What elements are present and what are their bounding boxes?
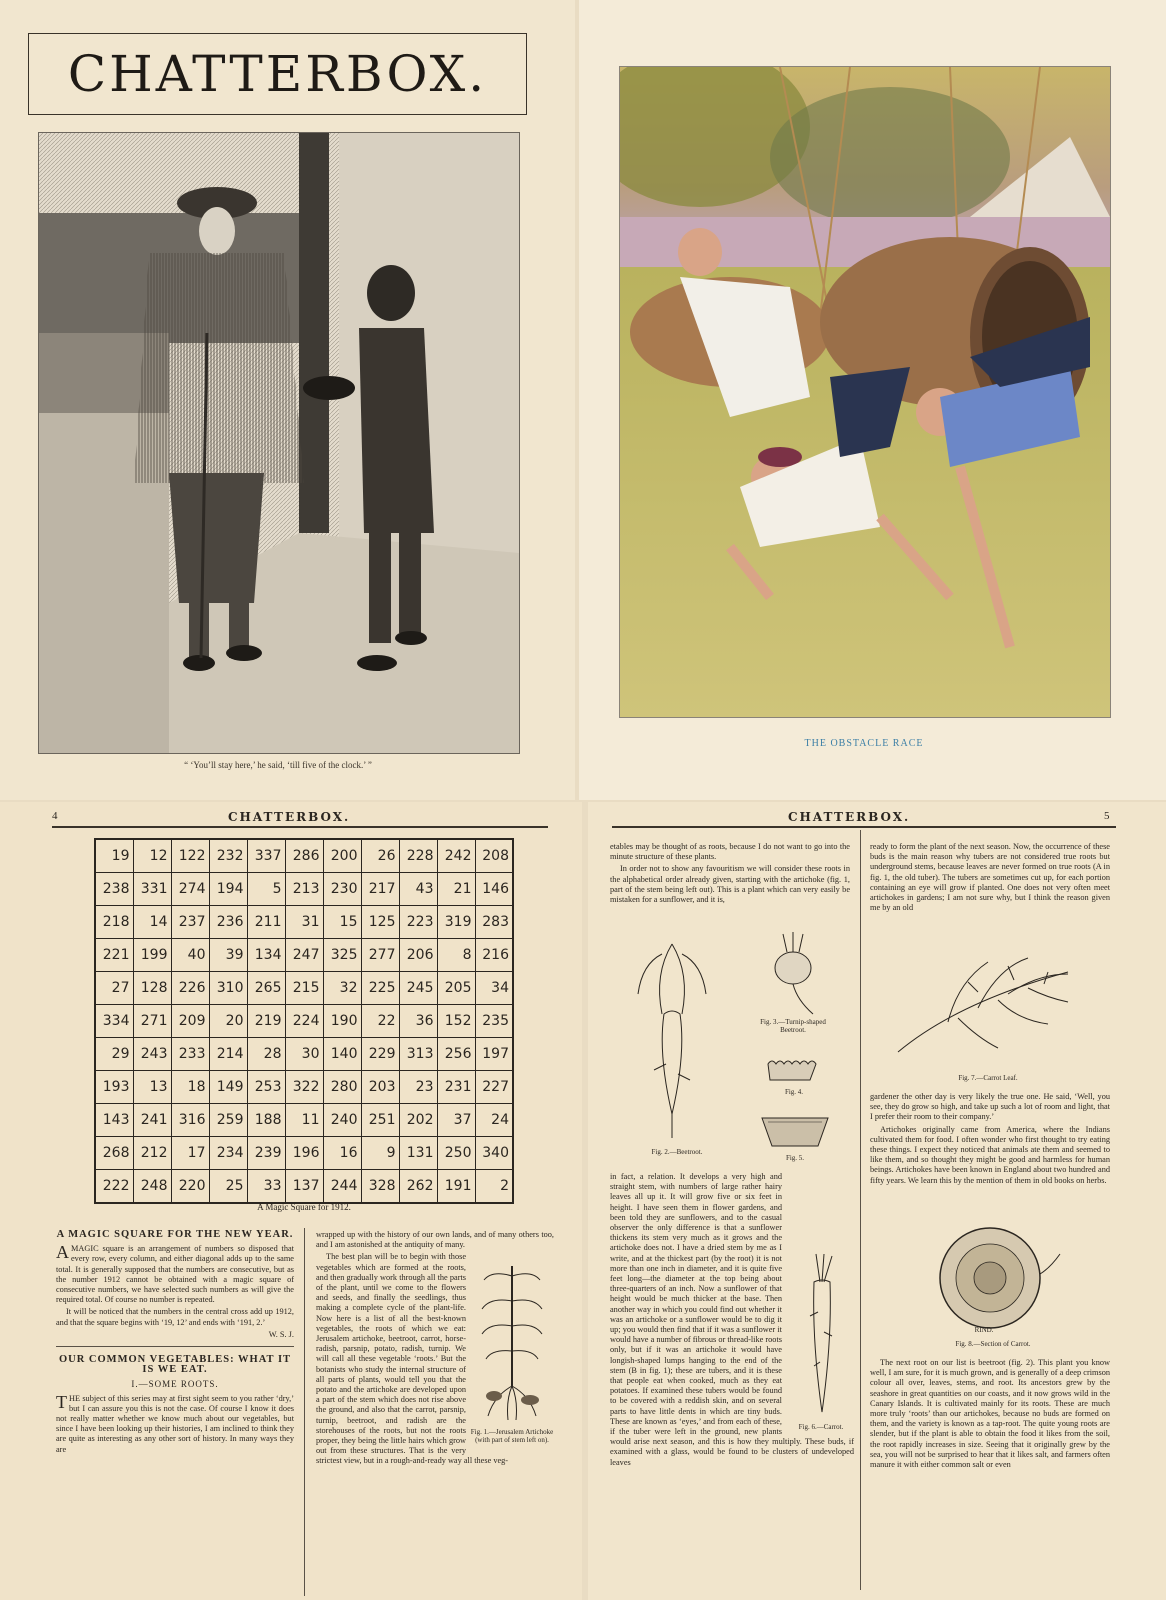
magic-square-row bbox=[95, 1005, 513, 1038]
magic-square-cell: 30 bbox=[285, 1038, 323, 1071]
magic-square-cell: 193 bbox=[95, 1071, 133, 1104]
magic-square-cell: 230 bbox=[323, 873, 361, 906]
magic-square-cell: 248 bbox=[133, 1170, 171, 1204]
paragraph: The best plan will be to begin with those vegetables which are formed at the roots, and then gradually work through all the parts of the plant, until we come to the flowers and seeds, and finally the seedlings, thus making a complete cycle of the plant-life. Now here is a list of all the best-known vegetables, the roots of which we eat: Jerusalem artichoke, beetroot, carrot, horse-radish, parsnip, potato, radish, turnip. We will call all these vegetable ‘roots.’ But the botanists who study the internal structure of all parts of plants, would tell you that the potato and the artichoke are developed upon a part of the stem which does not rise above the ground, and also that the carrot, parsnip, turnip, beetroot, and radish are the storehouses of the roots, but not the roots proper, they being the little hairs which grow out from these structures. That is the very strictest view, but in a rough-and-ready way all these veg- bbox=[316, 1252, 509, 1466]
magic-square-cell: 20 bbox=[209, 1005, 247, 1038]
magic-square-cell: 43 bbox=[399, 873, 437, 906]
magic-square-cell: 21 bbox=[437, 873, 475, 906]
beet-section-drawing bbox=[760, 1114, 830, 1150]
magic-square-cell: 228 bbox=[399, 839, 437, 873]
obstacle-race-illustration bbox=[619, 66, 1111, 718]
magic-square-cell: 250 bbox=[437, 1137, 475, 1170]
magic-square-cell: 208 bbox=[475, 839, 513, 873]
head-rule bbox=[52, 826, 548, 828]
magic-square-cell: 36 bbox=[399, 1005, 437, 1038]
magic-square-cell: 14 bbox=[133, 906, 171, 939]
magic-square-cell: 31 bbox=[285, 906, 323, 939]
column-right-mid bbox=[870, 1092, 1110, 1188]
page-3 bbox=[0, 802, 582, 1600]
magic-square-cell: 235 bbox=[475, 1005, 513, 1038]
magic-square-cell: 18 bbox=[171, 1071, 209, 1104]
magic-square-cell: 214 bbox=[209, 1038, 247, 1071]
column-left bbox=[56, 1230, 294, 1457]
magic-square-cell: 8 bbox=[437, 939, 475, 972]
magic-square-row bbox=[95, 906, 513, 939]
magic-square-cell: 241 bbox=[133, 1104, 171, 1137]
engraving-illustration bbox=[38, 132, 520, 754]
magic-square-cell: 24 bbox=[475, 1104, 513, 1137]
column-right-top bbox=[870, 842, 1110, 915]
magic-square-cell: 271 bbox=[133, 1005, 171, 1038]
magic-square-cell: 220 bbox=[171, 1170, 209, 1204]
paragraph: Artichokes originally came from America, where the Indians cultivated them for food. I often wonder who first thought to try eating these things. I expect they noticed that animals ate them and seemed to like them, and so thought they might be good and harmless for human beings. Artichokes have been known in England about two hundred and fifty years. We learn this by the mention of them in old books on herbs. bbox=[870, 1124, 1110, 1185]
magic-square-cell: 13 bbox=[133, 1071, 171, 1104]
magic-square-cell: 286 bbox=[285, 839, 323, 873]
magic-square-cell: 9 bbox=[361, 1137, 399, 1170]
magic-square-cell: 23 bbox=[399, 1071, 437, 1104]
head-rule bbox=[612, 826, 1116, 828]
magic-square-grid bbox=[94, 838, 514, 1204]
magic-square-cell: 199 bbox=[133, 939, 171, 972]
magic-square-cell: 243 bbox=[133, 1038, 171, 1071]
magic-square-cell: 27 bbox=[95, 972, 133, 1005]
masthead-title: CHATTERBOX. bbox=[67, 45, 488, 103]
paragraph: MAGIC square is an arrangement of numbers so disposed that every row, every column, and either diagonal adds up to the same total. It is generally supposed that the numbers are consecutive, but as the number 1912 cannot be obtained with a magic square of consecutive numbers, we have selected such numbers as will give the required total. Of course no number is repeated. bbox=[56, 1244, 294, 1305]
figure-6 bbox=[788, 1252, 854, 1432]
magic-square-cell: 140 bbox=[323, 1038, 361, 1071]
magic-square-cell: 194 bbox=[209, 873, 247, 906]
column-divider bbox=[860, 830, 861, 1590]
magic-square-cell: 313 bbox=[399, 1038, 437, 1071]
magic-square-cell: 229 bbox=[361, 1038, 399, 1071]
column-divider bbox=[304, 1228, 305, 1596]
magic-square-cell: 205 bbox=[437, 972, 475, 1005]
paragraph: It will be noticed that the numbers in the central cross add up 1912, and that the square begins with ‘19, 12’ and ends with ‘191, 2.’ bbox=[56, 1307, 294, 1327]
magic-square-cell: 190 bbox=[323, 1005, 361, 1038]
magic-square-cell: 222 bbox=[95, 1170, 133, 1204]
magic-square-cell: 221 bbox=[95, 939, 133, 972]
magic-square-cell: 242 bbox=[437, 839, 475, 873]
magic-square-cell: 39 bbox=[209, 939, 247, 972]
magic-square-cell: 262 bbox=[399, 1170, 437, 1204]
magic-square-cell: 240 bbox=[323, 1104, 361, 1137]
magic-square-cell: 2 bbox=[475, 1170, 513, 1204]
magic-square-cell: 34 bbox=[475, 972, 513, 1005]
paragraph: gardener the other day is very likely the true one. He said, ‘Well, you see, they do grow so high, and take up such a lot of room and light, that I prefer their room to their company.’ bbox=[870, 1092, 1110, 1122]
paragraph: The next root on our list is beetroot (fig. 2). This plant you know well, I am sure, for it is much grown, and is generally of a deep crimson colour all over, leaves, stems, and root. Its ancestors grew by the seashore in great quantities on our coasts, and it now grows wild in the Canary Islands. It is cultivated mainly for its roots. These are much more truly ‘roots’ than our artichokes, because no buds are formed on them, and the variety is known as a tap-root. The quite young roots are slender, but if the plant is able to obtain the food it likes from the soil, the root rapidly increases in size. Seeing that it originally grew by the sea, you will not be surprised to hear that it likes salt, and farmers often manure it with either common salt or even bbox=[870, 1358, 1110, 1470]
magic-square-cell: 146 bbox=[475, 873, 513, 906]
magic-square-cell: 253 bbox=[247, 1071, 285, 1104]
magic-square-cell: 265 bbox=[247, 972, 285, 1005]
magic-square-cell: 19 bbox=[95, 839, 133, 873]
magic-square-cell: 203 bbox=[361, 1071, 399, 1104]
magic-square-row bbox=[95, 873, 513, 906]
magic-square-row bbox=[95, 972, 513, 1005]
magic-square-cell: 331 bbox=[133, 873, 171, 906]
magic-square-cell: 128 bbox=[133, 972, 171, 1005]
magic-square-cell: 197 bbox=[475, 1038, 513, 1071]
artichoke-drawing bbox=[470, 1256, 554, 1424]
article-subtitle: I.—SOME ROOTS. bbox=[131, 1379, 219, 1390]
magic-square-cell: 283 bbox=[475, 906, 513, 939]
magic-square-cell: 11 bbox=[285, 1104, 323, 1137]
magic-square-cell: 238 bbox=[95, 873, 133, 906]
magic-square-cell: 231 bbox=[437, 1071, 475, 1104]
magic-square-cell: 217 bbox=[361, 873, 399, 906]
magic-square-cell: 280 bbox=[323, 1071, 361, 1104]
figure-6-caption: Fig. 6.—Carrot. bbox=[798, 1423, 844, 1432]
magic-square-cell: 188 bbox=[247, 1104, 285, 1137]
magic-square-cell: 125 bbox=[361, 906, 399, 939]
magic-square-cell: 26 bbox=[361, 839, 399, 873]
running-head: CHATTERBOX. bbox=[228, 810, 351, 824]
magic-square-cell: 310 bbox=[209, 972, 247, 1005]
paragraph: in fact, a relation. It develops a very high and straight stem, with numbers of large rather hairy leaves all up it. It will grow five or six feet in height. I have seen them in flower gardens, and been told they are sunflowers, and to the casual observer the only difference is that a sunflower thickens its stem very much as it grows and the artichoke does not. I have a dried stem by me as I write, and at the thickest part (by the root) it is not more than one inch in diameter, and it is quite five feet long—the diameter at the top being about three-quarters of an inch. Now a sunflower of that height would be much thicker at the base. Then another way in which you could find out whether it was an artichoke or a sunflower would be to dig it up; you would then find that if it was a sunflower it would have a number of fibrous or thread-like roots only, but if it was an artichoke it would have longish-shaped lumps hanging to the end of the stem (B in fig. 1); these are tubers, and it is these that people eat when cooked, much as they eat potatoes. If examined these tubers would be found to be covered with a reddish skin, and on several parts to have little dents in which are tiny buds. These are known as ‘eyes,’ and from each of these, if the tuber were left in the ground, new plants would arise next season, and this is how they multiply. These buds, if examined with a glass, would be found to be clusters of undeveloped leaves bbox=[610, 1172, 854, 1467]
dropcap: T bbox=[56, 1391, 67, 1412]
magic-square-cell: 143 bbox=[95, 1104, 133, 1137]
magic-square-cell: 202 bbox=[399, 1104, 437, 1137]
magic-square-cell: 37 bbox=[437, 1104, 475, 1137]
magic-square-row bbox=[95, 939, 513, 972]
paragraph: HE subject of this series may at first sight seem to you rather ‘dry,’ but I can assure you this is not the case. Of course I know it does not really matter whether we know much about our vegetables, but since I have been looking up their histories, I am inclined to think they are quite as interesting as any other sort of history. In many ways they are bbox=[56, 1393, 294, 1454]
column-right bbox=[316, 1230, 554, 1469]
running-head: CHATTERBOX. bbox=[788, 810, 911, 824]
page-1 bbox=[0, 0, 575, 800]
magic-square-cell: 244 bbox=[323, 1170, 361, 1204]
page-2 bbox=[579, 0, 1166, 800]
magic-square-cell: 22 bbox=[361, 1005, 399, 1038]
magic-square-row bbox=[95, 1071, 513, 1104]
magic-square-cell: 334 bbox=[95, 1005, 133, 1038]
magic-square-cell: 196 bbox=[285, 1137, 323, 1170]
magic-square-row bbox=[95, 1137, 513, 1170]
magic-square-cell: 234 bbox=[209, 1137, 247, 1170]
figure-1-caption: Fig. 1.—Jerusalem Artichoke (with part of stem left on). bbox=[470, 1427, 554, 1444]
magic-square-cell: 225 bbox=[361, 972, 399, 1005]
magic-square-cell: 247 bbox=[285, 939, 323, 972]
magic-square-cell: 213 bbox=[285, 873, 323, 906]
magic-square-cell: 17 bbox=[171, 1137, 209, 1170]
magic-square-cell: 219 bbox=[247, 1005, 285, 1038]
magic-square-cell: 209 bbox=[171, 1005, 209, 1038]
figure-5-caption: Fig. 5. bbox=[785, 1154, 805, 1162]
magic-square-cell: 206 bbox=[399, 939, 437, 972]
magic-square-cell: 152 bbox=[437, 1005, 475, 1038]
magic-square-cell: 15 bbox=[323, 906, 361, 939]
figure-2-caption: Fig. 2.—Beetroot. bbox=[651, 1148, 703, 1156]
dropcap: A bbox=[56, 1242, 69, 1263]
magic-square-row bbox=[95, 1038, 513, 1071]
figure-3-caption: Fig. 3.—Turnip-shaped Beetroot. bbox=[760, 1018, 826, 1034]
paragraph: etables may be thought of as roots, because I do not want to go into the minute structure of these plants. bbox=[610, 842, 850, 862]
magic-square-cell: 149 bbox=[209, 1071, 247, 1104]
magic-square-cell: 212 bbox=[133, 1137, 171, 1170]
carrot-leaf-drawing bbox=[888, 942, 1088, 1062]
carrot-drawing bbox=[788, 1252, 854, 1420]
magic-square-cell: 245 bbox=[399, 972, 437, 1005]
plate-caption: THE OBSTACLE RACE bbox=[804, 738, 924, 749]
figure-8-caption: Fig. 8.—Section of Carrot. bbox=[955, 1340, 1031, 1348]
column-right-bottom bbox=[870, 1358, 1110, 1472]
magic-square-cell: 316 bbox=[171, 1104, 209, 1137]
magic-square-cell: 5 bbox=[247, 873, 285, 906]
magic-square-cell: 227 bbox=[475, 1071, 513, 1104]
magic-square-cell: 40 bbox=[171, 939, 209, 972]
page-number: 5 bbox=[1104, 810, 1110, 822]
engraving-caption: “ ‘You’ll stay here,’ he said, ‘till five of the clock.’ ” bbox=[184, 760, 372, 770]
magic-square-cell: 233 bbox=[171, 1038, 209, 1071]
magic-square-cell: 236 bbox=[209, 906, 247, 939]
magic-square-cell: 223 bbox=[399, 906, 437, 939]
figure-7-caption: Fig. 7.—Carrot Leaf. bbox=[958, 1074, 1018, 1082]
magic-square-cell: 137 bbox=[285, 1170, 323, 1204]
magic-square-cell: 325 bbox=[323, 939, 361, 972]
magic-square-cell: 340 bbox=[475, 1137, 513, 1170]
figure-1 bbox=[470, 1256, 554, 1446]
beetroot-drawing bbox=[632, 934, 712, 1144]
magic-square-cell: 277 bbox=[361, 939, 399, 972]
magic-square-cell: 274 bbox=[171, 873, 209, 906]
magic-square-cell: 200 bbox=[323, 839, 361, 873]
magic-square-cell: 191 bbox=[437, 1170, 475, 1204]
signature: W. S. J. bbox=[268, 1329, 294, 1339]
magic-square-cell: 251 bbox=[361, 1104, 399, 1137]
magic-square-row bbox=[95, 1170, 513, 1204]
magic-square-caption: A Magic Square for 1912. bbox=[257, 1202, 351, 1212]
magic-square-cell: 16 bbox=[323, 1137, 361, 1170]
magic-square-cell: 226 bbox=[171, 972, 209, 1005]
magic-square-row bbox=[95, 839, 513, 873]
magic-square-cell: 29 bbox=[95, 1038, 133, 1071]
article-title-magic-square: A MAGIC SQUARE FOR THE NEW YEAR. bbox=[56, 1229, 294, 1240]
magic-square-cell: 224 bbox=[285, 1005, 323, 1038]
masthead-box bbox=[28, 33, 527, 115]
magic-square-cell: 216 bbox=[475, 939, 513, 972]
article-title-vegetables: OUR COMMON VEGETABLES: WHAT IT IS WE EAT. bbox=[58, 1354, 292, 1376]
turnip-beetroot-drawing bbox=[758, 930, 828, 1020]
magic-square-cell: 134 bbox=[247, 939, 285, 972]
magic-square-cell: 32 bbox=[323, 972, 361, 1005]
magic-square-cell: 122 bbox=[171, 839, 209, 873]
paragraph: In order not to show any favouritism we will consider these roots in the alphabetical order already given, starting with the artichoke (fig. 1, part of the stem being left out). This is a plant which can very easily be mistaken for a sunflower, and it is, bbox=[610, 864, 850, 905]
magic-square-cell: 237 bbox=[171, 906, 209, 939]
rind-label: RIND. bbox=[974, 1326, 994, 1334]
magic-square-cell: 322 bbox=[285, 1071, 323, 1104]
magic-square-cell: 33 bbox=[247, 1170, 285, 1204]
magic-square-cell: 328 bbox=[361, 1170, 399, 1204]
magic-square-cell: 215 bbox=[285, 972, 323, 1005]
magic-square-cell: 256 bbox=[437, 1038, 475, 1071]
paragraph: wrapped up with the history of our own lands, and of many others too, and I am astonished at the antiquity of many. bbox=[316, 1230, 554, 1250]
page-number: 4 bbox=[52, 810, 58, 822]
magic-square-cell: 131 bbox=[399, 1137, 437, 1170]
magic-square-cell: 211 bbox=[247, 906, 285, 939]
magic-square-row bbox=[95, 1104, 513, 1137]
magic-square-cell: 319 bbox=[437, 906, 475, 939]
column-left-bottom bbox=[610, 1172, 854, 1470]
magic-square-cell: 239 bbox=[247, 1137, 285, 1170]
magic-square-cell: 28 bbox=[247, 1038, 285, 1071]
magic-square-cell: 259 bbox=[209, 1104, 247, 1137]
magic-square-cell: 268 bbox=[95, 1137, 133, 1170]
figure-4-caption: Fig. 4. bbox=[784, 1088, 804, 1096]
magic-square-cell: 218 bbox=[95, 906, 133, 939]
page-4 bbox=[588, 802, 1166, 1600]
column-left-top bbox=[610, 842, 850, 907]
paragraph: ready to form the plant of the next season. Now, the occurrence of these buds is the main reason why tubers are not considered true roots but underground stems, because leaves are never formed on true roots (A in fig. 1, the old tuber). The tubers are sometimes cut up, for each portion containing an eye will grow if planted. One does not very often meet artichokes in gardens; I am not sure why, but I think the reason given me by an old bbox=[870, 842, 1110, 913]
magic-square-cell: 12 bbox=[133, 839, 171, 873]
magic-square-cell: 232 bbox=[209, 839, 247, 873]
magic-square-cell: 337 bbox=[247, 839, 285, 873]
beet-slice-drawing bbox=[764, 1058, 824, 1086]
magic-square-cell: 25 bbox=[209, 1170, 247, 1204]
section-divider bbox=[56, 1346, 294, 1347]
carrot-section-drawing bbox=[924, 1224, 1064, 1334]
